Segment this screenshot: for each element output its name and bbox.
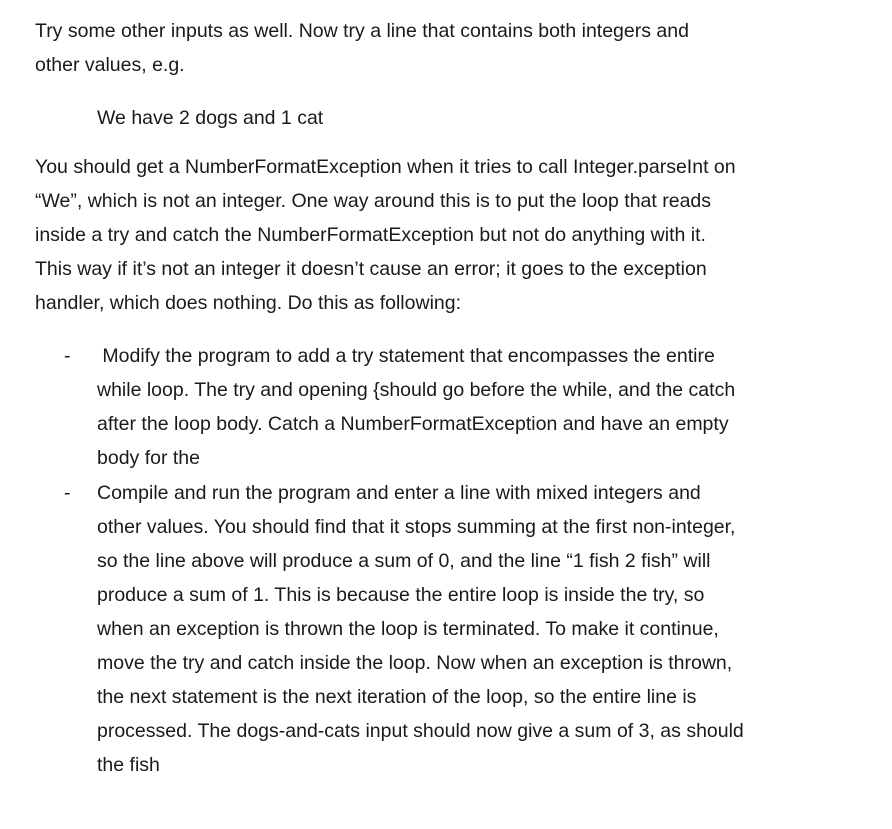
text-line: so the line above will produce a sum of 0, and the line “1 fish 2 fish” will <box>97 550 711 572</box>
text-line: inside a try and catch the NumberFormatException but not do anything with it. <box>35 224 706 246</box>
text-line: move the try and catch inside the loop. Now when an exception is thrown, <box>97 652 733 674</box>
text-line: the next statement is the next iteration of the loop, so the entire line is <box>97 686 697 708</box>
intro-paragraph <box>35 14 855 82</box>
example-input-line: We have 2 dogs and 1 cat <box>97 107 324 129</box>
bullet-dash-marker: - <box>64 345 71 367</box>
text-line: processed. The dogs-and-cats input should now give a sum of 3, as should <box>97 720 744 742</box>
text-line: You should get a NumberFormatException when it tries to call Integer.parseInt on <box>35 156 736 178</box>
text-line: body for the <box>97 447 200 469</box>
text-line: Compile and run the program and enter a line with mixed integers and <box>97 482 701 504</box>
bullet-text <box>97 339 735 475</box>
bullet-dash-marker: - <box>64 482 71 504</box>
text-line: Try some other inputs as well. Now try a line that contains both integers and <box>35 20 689 42</box>
text-line: the fish <box>97 754 160 776</box>
text-line: This way if it’s not an integer it doesn’t cause an error; it goes to the exception <box>35 258 707 280</box>
bullet-text <box>97 476 744 782</box>
explanation-paragraph <box>35 150 855 320</box>
text-line: after the loop body. Catch a NumberFormatException and have an empty <box>97 413 729 435</box>
text-line: produce a sum of 1. This is because the entire loop is inside the try, so <box>97 584 705 606</box>
text-line: while loop. The try and opening {should go before the while, and the catch <box>97 379 736 401</box>
text-line: Modify the program to add a try statement that encompasses the entire <box>97 345 715 367</box>
text-line: when an exception is thrown the loop is terminated. To make it continue, <box>97 618 719 640</box>
text-line: handler, which does nothing. Do this as following: <box>35 292 462 314</box>
text-line: “We”, which is not an integer. One way around this is to put the loop that reads <box>35 190 712 212</box>
text-line: other values, e.g. <box>35 54 185 76</box>
text-line: other values. You should find that it stops summing at the first non-integer, <box>97 516 736 538</box>
